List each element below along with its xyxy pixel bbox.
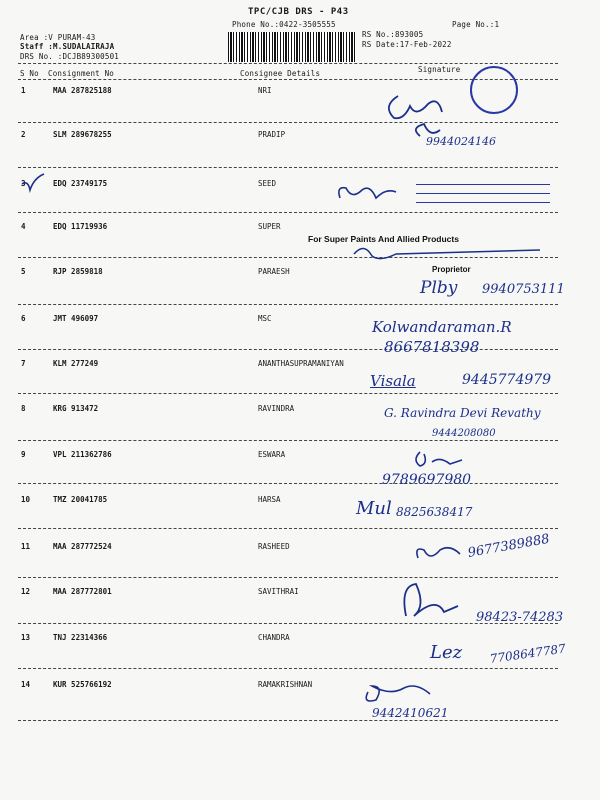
page-number: Page No.:1 <box>452 20 500 29</box>
header-rule <box>18 63 558 64</box>
row-rule <box>18 440 558 441</box>
row-consignee: PARAESH <box>258 267 290 276</box>
row-rule <box>18 483 558 484</box>
table-row <box>0 587 600 601</box>
table-row <box>0 450 600 464</box>
sig-7-name: Visala <box>370 372 416 390</box>
rs-number: RS No.:893005 <box>362 30 424 39</box>
area-label: Area :V PURAM-43 <box>20 33 96 42</box>
row-consignment: TNJ 22314366 <box>53 633 108 642</box>
row-sno: 4 <box>21 222 26 231</box>
row-consignee: SAVITHRAI <box>258 587 299 596</box>
row-rule <box>18 393 558 394</box>
sig-10-phone: 8825638417 <box>396 505 473 519</box>
row-consignment: JMT 496097 <box>53 314 99 323</box>
row-sno: 8 <box>21 404 26 413</box>
col-sno: S No <box>20 69 39 78</box>
rs-date: RS Date:17-Feb-2022 <box>362 40 452 49</box>
col-signature: Signature <box>418 65 461 74</box>
sig-8-name: G. Ravindra Devi Revathy <box>384 406 541 420</box>
col-consignee: Consignee Details <box>240 69 321 78</box>
row-consignment: KUR 525766192 <box>53 680 112 689</box>
row-consignee: SEED <box>258 179 277 188</box>
row-sno: 3 <box>21 179 26 188</box>
row-consignment: VPL 211362786 <box>53 450 112 459</box>
staff-label: Staff :M.SUDALAIRAJA <box>20 42 115 51</box>
row-consignee: RASHEED <box>258 542 290 551</box>
table-row <box>0 633 600 647</box>
row-sno: 12 <box>21 587 31 596</box>
row-sno: 14 <box>21 680 31 689</box>
row-consignment: RJP 2859818 <box>53 267 103 276</box>
row-consignee: HARSA <box>258 495 281 504</box>
sig-13-phone: 7708647787 <box>489 641 567 666</box>
row-sno: 6 <box>21 314 26 323</box>
sig-14-phone: 9442410621 <box>372 706 449 720</box>
row-sno: 10 <box>21 495 31 504</box>
row-consignment: MAA 287772524 <box>53 542 112 551</box>
drs-title: TPC/CJB DRS - P43 <box>248 7 349 17</box>
row-sno: 1 <box>21 86 26 95</box>
row-consignee: MSC <box>258 314 272 323</box>
row-consignee: SUPER <box>258 222 281 231</box>
row-consignee: PRADIP <box>258 130 286 139</box>
signature-9 <box>410 446 470 472</box>
row-consignment: KLM 277249 <box>53 359 99 368</box>
row-consignment: MAA 287825188 <box>53 86 112 95</box>
row-rule <box>18 528 558 529</box>
sig-8-phone: 9444208080 <box>432 428 496 439</box>
sig-10-name: Mul <box>356 498 392 519</box>
row-rule <box>18 720 558 721</box>
row-sno: 5 <box>21 267 26 276</box>
table-row <box>0 495 600 509</box>
proprietor-text: Proprietor <box>432 265 471 274</box>
sig-11-phone: 9677389888 <box>466 531 551 561</box>
barcode <box>228 32 356 62</box>
signature-3 <box>334 180 404 210</box>
sig-5-phone: 9940753111 <box>482 282 565 297</box>
row-sno: 9 <box>21 450 26 459</box>
table-row <box>0 359 600 373</box>
row-rule <box>18 668 558 669</box>
sig-5-name: Plby <box>420 278 458 298</box>
checkmark-icon <box>20 172 46 194</box>
address-stamp <box>408 178 558 226</box>
row-consignment: SLM 289678255 <box>53 130 112 139</box>
sig-13-name: Lez <box>430 642 463 663</box>
signature-4 <box>350 238 550 266</box>
row-consignee: NRI <box>258 86 272 95</box>
phone-number: Phone No.:0422-3505555 <box>232 20 336 29</box>
table-row <box>0 267 600 281</box>
signature-14 <box>360 678 450 708</box>
row-rule <box>18 167 558 168</box>
sig-12-phone: 98423-74283 <box>476 610 564 625</box>
signature-12 <box>396 576 466 626</box>
row-sno: 2 <box>21 130 26 139</box>
table-row <box>0 680 600 694</box>
row-consignee: RAVINDRA <box>258 404 295 413</box>
row-consignee: RAMAKRISHNAN <box>258 680 313 689</box>
row-consignment: MAA 287772801 <box>53 587 112 596</box>
table-row <box>0 130 600 144</box>
row-consignee: ANANTHASUPRAMANIYAN <box>258 359 344 368</box>
row-consignee: ESWARA <box>258 450 286 459</box>
row-rule <box>18 304 558 305</box>
sig-6-phone: 8667818398 <box>384 338 480 356</box>
sig-9-phone: 9789697980 <box>382 472 472 488</box>
row-consignment: EDQ 23749175 <box>53 179 108 188</box>
row-sno: 13 <box>21 633 31 642</box>
row-consignment: EDQ 11719936 <box>53 222 108 231</box>
company-stamp-text: For Super Paints And Allied Products <box>308 234 459 244</box>
sig-1-phone: 9944024146 <box>426 135 496 148</box>
row-sno: 11 <box>21 542 31 551</box>
row-rule <box>18 577 558 578</box>
row-consignment: TMZ 20041785 <box>53 495 108 504</box>
sig-6-name: Kolwandaraman.R <box>372 318 512 336</box>
drs-number: DRS No. :DCJB89300501 <box>20 52 120 61</box>
row-consignment: KRG 913472 <box>53 404 99 413</box>
row-sno: 7 <box>21 359 26 368</box>
row-consignee: CHANDRA <box>258 633 290 642</box>
sig-7-phone: 9445774979 <box>462 372 552 388</box>
col-consignment: Consignment No <box>48 69 115 78</box>
